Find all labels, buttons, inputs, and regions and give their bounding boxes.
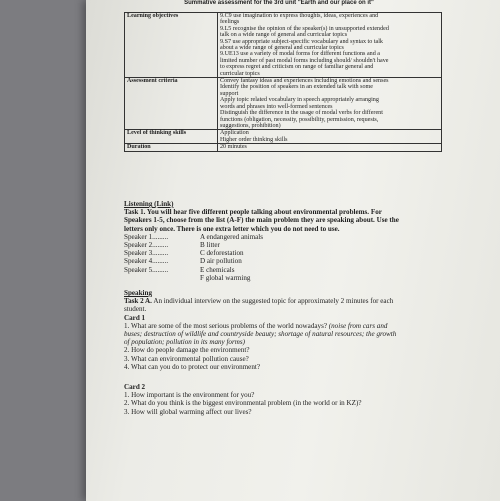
table-row [125, 78, 442, 130]
card1-hint: buses; destruction of wildlife and countryside beauty; shortage of natural resources; the growth [124, 330, 397, 339]
option-item: C deforestation [200, 249, 244, 258]
table-cell-line: to express regret and criticism on range of familiar general and [220, 64, 374, 71]
card2-question: 1. How important is the environment for you? [124, 391, 255, 400]
table-cell-line: Higher order thinking skills [220, 136, 288, 143]
table-row [125, 144, 442, 151]
table-cell-line: limited number of past modal forms including should/ shouldn't have [220, 57, 389, 64]
document-page [86, 0, 500, 501]
table-cell-line: 20 minutes [220, 144, 247, 151]
card1-title: Card 1 [124, 313, 146, 322]
objectives-table [124, 12, 442, 152]
table-row [125, 13, 442, 78]
card1-question: 2. How do people damage the environment? [124, 346, 250, 355]
card1-question: 4. What can you do to protect our environment? [124, 362, 260, 371]
card2-question: 2. What do you think is the biggest environmental problem (in the world or in KZ)? [124, 399, 362, 408]
speaking-heading: Speaking [124, 289, 152, 298]
listening-task-line: Task 1. You will hear five different people talking about environmental problems. For [124, 208, 382, 217]
table-cell-line: suggestions, prohibition) [220, 122, 281, 129]
table-cell-line: feelings [220, 19, 240, 26]
page-title: Summative assessment for the 3rd unit "Earth and our place on it" [184, 0, 374, 6]
option-item: F global warming [200, 273, 251, 282]
card2-title: Card 2 [124, 383, 146, 392]
table-row-label: Level of thinking skills [125, 130, 218, 144]
listening-task-line: Speakers 1-5, choose from the list (A-F) the main problem they are speaking about. Use the [124, 216, 399, 225]
table-cell-line: curricular topics [220, 70, 260, 77]
table-cell-line: Distinguish the difference in the usage of modal verbs for different [220, 110, 383, 117]
card1-question: 1. What are some of the most serious problems of the world nowadays? (noise from cars and [124, 321, 388, 330]
card1-hint: of population; pollution in its many forms) [124, 338, 245, 347]
speaker-item: Speaker 4......... [124, 257, 169, 266]
speaking-task-line: Task 2 A. An individual interview on the suggested topic for approximately 2 minutes for each [124, 297, 394, 306]
listening-heading: Listening (Link) [124, 200, 174, 208]
table-cell-line: functions (obligation, necessity, possibility, permission, requests, [220, 116, 379, 123]
option-item: D air pollution [200, 257, 242, 266]
card1-question: 3. What can environmental pollution cause? [124, 354, 249, 363]
table-row-label: Learning objectives [125, 13, 218, 78]
card2-question: 3. How will global warming affect our lives? [124, 407, 252, 416]
speaker-item: Speaker 1......... [124, 232, 169, 241]
speaker-list [124, 233, 200, 282]
table-cell-line: 9.UE13 use a variety of modal forms for different functions and a [220, 51, 380, 58]
table-cell-line: talk on a wide range of general and curricular topics [220, 32, 348, 39]
table-cell-line: Identify the position of speakers in an extended talk with some [220, 84, 373, 91]
option-item: A endangered animals [200, 232, 264, 241]
table-row [125, 130, 442, 144]
speaker-item: Speaker 2......... [124, 241, 169, 250]
option-list [200, 233, 263, 282]
matching-lists [124, 233, 454, 282]
speaker-item: Speaker 5......... [124, 265, 169, 274]
tasks-section [124, 200, 454, 416]
table-cell-line: support [220, 90, 239, 97]
table-cell-line: 9.L5 recognise the opinion of the speaker(s) in unsupported extended [220, 25, 389, 32]
table-cell-line: Application [220, 130, 249, 137]
listening-task-line: letters only once. There is one extra letter which you do not need to use. [124, 224, 340, 233]
table-row-label: Assessment criteria [125, 78, 218, 130]
speaking-task-line: student. [124, 305, 147, 314]
table-cell-line: Apply topic related vocabulary in speech appropriately arranging [220, 97, 379, 104]
option-item: B litter [200, 241, 220, 250]
table-cell-line: words and phrases into well-formed sentences [220, 103, 333, 110]
table-row-value [218, 13, 442, 78]
table-cell-line: about a wide range of general and curricular topics [220, 45, 344, 52]
table-row-value [218, 78, 442, 130]
speaker-item: Speaker 3......... [124, 249, 169, 258]
table-row-value [218, 144, 442, 151]
table-cell-line: Convey fantasy ideas and experiences including emotions and senses [220, 78, 389, 85]
option-item: E chemicals [200, 265, 235, 274]
table-cell-line: 9.S7 use appropriate subject-specific vocabulary and syntax to talk [220, 38, 383, 45]
table-row-label: Duration [125, 144, 218, 151]
table-row-value [218, 130, 442, 144]
table-cell-line: 9.C9 use imagination to express thoughts, ideas, experiences and [220, 13, 379, 19]
